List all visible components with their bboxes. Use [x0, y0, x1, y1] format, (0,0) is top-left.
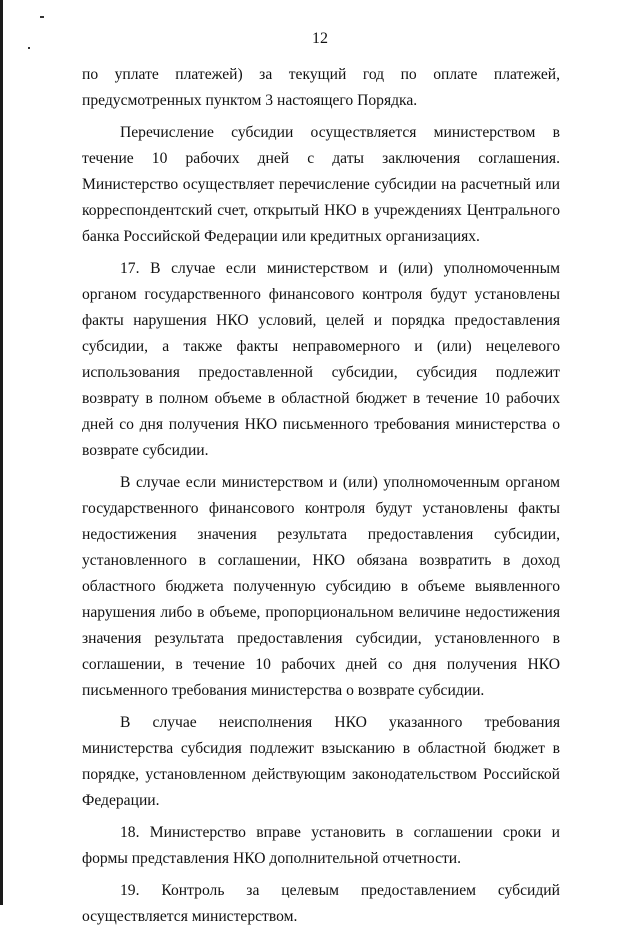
scan-speck [40, 16, 44, 18]
paragraph-nonachievement: В случае если министерством и (или) уполномоченным органом государственного финансового контроля будут установлены факты недостижения значения результата предоставления субсидии, установленного в соглашении, НКО обязана возвратить в доход областного бюджета полученную субсидию в объеме выявленного нарушения либо в объеме, пропорциональном величине недостижения значения результата предоставления субсидии, установленного в соглашении, в течение 10 рабочих дней со дня получения НКО письменного требования министерства о возврате субсидии. [82, 474, 560, 699]
paragraph-continuation: по уплате платежей) за текущий год по оплате платежей, предусмотренных пунктом 3 настоящего Порядка. [82, 66, 560, 109]
paragraph-item-17: 17. В случае если министерством и (или) уполномоченным органом государственного финансового контроля будут установлены факты нарушения НКО условий, целей и порядка предоставления субсидии, а также факты неправомерного и (или) нецелевого использования предоставленной субсидии, субсидия подлежит возврату в полном объеме в областной бюджет в течение 10 рабочих дней со дня получения НКО письменного требования министерства о возврате субсидии. [82, 260, 560, 459]
page-number: 12 [312, 30, 328, 47]
body-text [82, 62, 560, 930]
paragraph-item-18: 18. Министерство вправе установить в соглашении сроки и формы представления НКО дополнительной отчетности. [82, 824, 560, 867]
scan-left-edge [0, 0, 3, 905]
paragraph-recovery: В случае неисполнения НКО указанного требования министерства субсидия подлежит взысканию в областной бюджет в порядке, установленном действующим законодательством Российской Федерации. [82, 714, 560, 809]
paragraph-transfer: Перечисление субсидии осуществляется министерством в течение 10 рабочих дней с даты заключения соглашения. Министерство осуществляет перечисление субсидии на расчетный или корреспондентский счет, открытый НКО в учреждениях Центрального банка Российской Федерации или кредитных организациях. [82, 124, 560, 245]
paragraph-item-19: 19. Контроль за целевым предоставлением субсидий осуществляется министерством. [82, 882, 560, 925]
